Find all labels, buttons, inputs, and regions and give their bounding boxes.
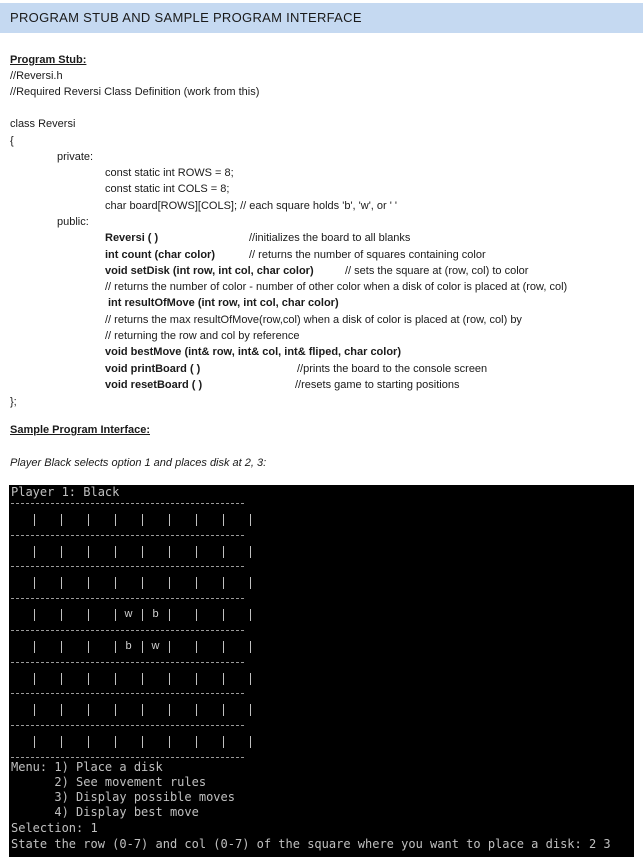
board-cell-border xyxy=(250,704,251,716)
board-cell xyxy=(34,734,61,749)
menu-line: 2) See movement rules xyxy=(11,775,207,789)
board-cell xyxy=(142,575,169,590)
board-cell xyxy=(169,639,196,654)
board-cell xyxy=(88,671,115,686)
board-cell-border xyxy=(250,577,251,589)
public-label: public: xyxy=(57,216,89,228)
board-cell xyxy=(34,702,61,717)
board-cell xyxy=(61,671,88,686)
method-comment: //initializes the board to all blanks xyxy=(249,232,411,244)
board-cell xyxy=(196,575,223,590)
menu-line: 4) Display best move xyxy=(11,805,199,819)
board-cell xyxy=(169,544,196,559)
selection-line: Selection: 1 xyxy=(11,821,98,835)
stub-line: class Reversi xyxy=(10,118,76,130)
method-comment: // returning the row and col by reference xyxy=(105,330,300,342)
board-cell-border xyxy=(250,546,251,558)
method-comment: // returns the max resultOfMove(row,col) when a disk of color is placed at (row, col) by xyxy=(105,314,522,326)
stub-line: { xyxy=(10,135,14,147)
board-cell: b xyxy=(125,640,132,652)
board-cell xyxy=(34,607,61,622)
board-cell xyxy=(61,575,88,590)
board-row xyxy=(11,575,251,590)
method-signature: int count (char color) xyxy=(105,249,215,261)
board-cell: w xyxy=(124,608,133,620)
board-cell xyxy=(169,671,196,686)
board-cell xyxy=(223,544,250,559)
board-cell xyxy=(61,639,88,654)
board-row xyxy=(11,734,251,749)
board-cell xyxy=(34,544,61,559)
board-divider xyxy=(11,725,244,726)
board-divider xyxy=(11,757,244,758)
page-title: PROGRAM STUB AND SAMPLE PROGRAM INTERFACE xyxy=(10,10,362,25)
board-cell xyxy=(142,544,169,559)
prompt-line: State the row (0-7) and col (0-7) of the square where you want to place a disk: 2 3 xyxy=(11,837,611,851)
player-line: Player 1: Black xyxy=(11,485,120,499)
method-comment: // returns the number of color - number of other color when a disk of color is placed at (row, col) xyxy=(105,281,568,293)
method-comment: //resets game to starting positions xyxy=(295,379,460,391)
board-cell xyxy=(88,575,115,590)
board-cell xyxy=(196,734,223,749)
board-cell xyxy=(142,512,169,527)
menu-line: 3) Display possible moves xyxy=(11,790,235,804)
page-header xyxy=(0,3,643,33)
board-cell xyxy=(223,702,250,717)
board-cell xyxy=(196,671,223,686)
private-label: private: xyxy=(57,151,94,163)
board-cell xyxy=(34,639,61,654)
method-signature: void resetBoard ( ) xyxy=(105,379,203,391)
program-stub-heading: Program Stub: xyxy=(10,54,87,66)
method-comment: // sets the square at (row, col) to color xyxy=(345,265,529,277)
board-cell xyxy=(169,734,196,749)
board-cell xyxy=(196,544,223,559)
board-cell xyxy=(88,702,115,717)
method-signature: void setDisk (int row, int col, char color) xyxy=(105,265,314,277)
board-cell xyxy=(115,734,142,749)
board-divider xyxy=(11,630,244,631)
method-signature: void printBoard ( ) xyxy=(105,363,201,375)
board-row xyxy=(11,639,251,654)
method-comment: // returns the number of squares containing color xyxy=(249,249,486,261)
board-cell-border xyxy=(250,736,251,748)
board-cell xyxy=(34,575,61,590)
board-cell xyxy=(142,734,169,749)
board-cell: b xyxy=(152,608,159,620)
board-cell xyxy=(61,734,88,749)
board-cell-border xyxy=(250,673,251,685)
board-cell xyxy=(115,544,142,559)
board-cell-border xyxy=(250,609,251,621)
board-cell xyxy=(223,671,250,686)
method-signature: int resultOfMove (int row, int col, char color) xyxy=(108,297,339,309)
stub-line: char board[ROWS][COLS]; // each square holds 'b', 'w', or ' ' xyxy=(105,200,397,212)
board-cell xyxy=(169,702,196,717)
board-cell xyxy=(88,734,115,749)
board-cell xyxy=(88,544,115,559)
board-divider xyxy=(11,503,244,504)
board-cell xyxy=(223,512,250,527)
console-window xyxy=(9,485,634,857)
board-cell xyxy=(142,702,169,717)
board-cell xyxy=(142,671,169,686)
stub-line: //Reversi.h xyxy=(10,70,63,82)
board-cell xyxy=(196,512,223,527)
board-cell xyxy=(169,575,196,590)
board-cell xyxy=(223,607,250,622)
board-cell xyxy=(61,702,88,717)
board-cell xyxy=(61,512,88,527)
method-signature: Reversi ( ) xyxy=(105,232,159,244)
board-row xyxy=(11,671,251,686)
board-cell xyxy=(169,607,196,622)
board-divider xyxy=(11,598,244,599)
board-cell xyxy=(88,512,115,527)
board-cell xyxy=(115,575,142,590)
board-cell xyxy=(34,671,61,686)
board-divider xyxy=(11,662,244,663)
stub-line: const static int COLS = 8; xyxy=(105,183,230,195)
sample-caption: Player Black selects option 1 and places disk at 2, 3: xyxy=(10,457,267,469)
board-cell xyxy=(223,734,250,749)
stub-line: const static int ROWS = 8; xyxy=(105,167,234,179)
board-cell xyxy=(169,512,196,527)
board-row xyxy=(11,607,251,622)
board-cell xyxy=(196,607,223,622)
menu-line: Menu: 1) Place a disk xyxy=(11,760,163,774)
board-divider xyxy=(11,693,244,694)
board-cell xyxy=(196,639,223,654)
board-cell xyxy=(115,512,142,527)
board-cell: w xyxy=(151,640,160,652)
method-signature: void bestMove (int& row, int& col, int& fliped, char color) xyxy=(105,346,401,358)
board-cell-border xyxy=(250,641,251,653)
board-cell xyxy=(61,607,88,622)
board-cell xyxy=(115,702,142,717)
board-divider xyxy=(11,566,244,567)
board-row xyxy=(11,544,251,559)
board-cell xyxy=(115,671,142,686)
method-comment: //prints the board to the console screen xyxy=(297,363,488,375)
board-cell xyxy=(61,544,88,559)
board-cell-border xyxy=(250,514,251,526)
board-cell xyxy=(196,702,223,717)
board-cell xyxy=(223,575,250,590)
stub-line: //Required Reversi Class Definition (work from this) xyxy=(10,86,260,98)
board-cell xyxy=(223,639,250,654)
board-divider xyxy=(11,535,244,536)
board-cell xyxy=(88,607,115,622)
board-cell xyxy=(88,639,115,654)
board-row xyxy=(11,702,251,717)
board-cell xyxy=(34,512,61,527)
board-row xyxy=(11,512,251,527)
sample-interface-heading: Sample Program Interface: xyxy=(10,424,150,436)
stub-closing: }; xyxy=(10,396,17,408)
